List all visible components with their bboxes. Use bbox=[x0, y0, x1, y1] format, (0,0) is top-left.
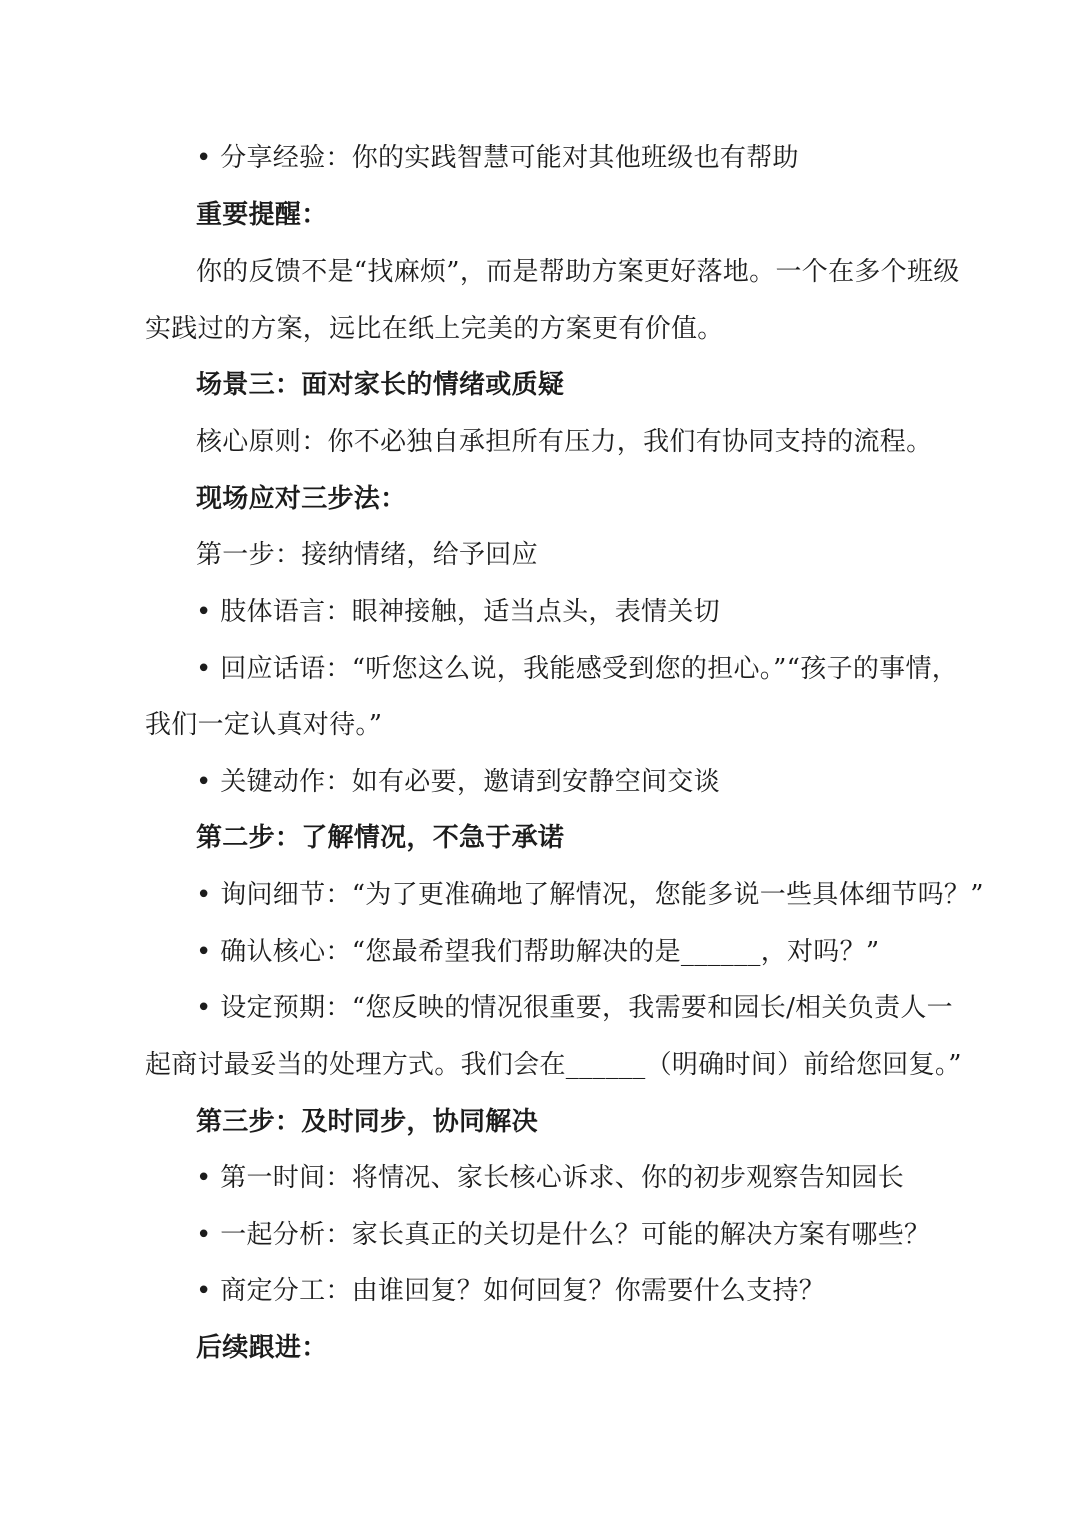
heading-step-two: 第二步：了解情况，不急于承诺 bbox=[196, 823, 565, 853]
heading-important-reminder: 重要提醒： bbox=[196, 200, 328, 230]
heading-scenario-three: 场景三：面对家长的情绪或质疑 bbox=[196, 370, 565, 400]
bullet-first-time: • 第一时间：将情况、家长核心诉求、你的初步观察告知园长 bbox=[196, 1163, 905, 1193]
bullet-agree-division: • 商定分工：由谁回复？如何回复？你需要什么支持？ bbox=[196, 1276, 826, 1306]
heading-three-step-method: 现场应对三步法： bbox=[196, 484, 407, 514]
bullet-analyze-together: • 一起分析：家长真正的关切是什么？可能的解决方案有哪些？ bbox=[196, 1220, 931, 1250]
bullet-key-action: • 关键动作：如有必要，邀请到安静空间交谈 bbox=[196, 767, 720, 797]
bullet-response-words-line-2: 我们一定认真对待。” bbox=[145, 710, 383, 740]
paragraph-feedback-line-1: 你的反馈不是“找麻烦”，而是帮助方案更好落地。一个在多个班级 bbox=[196, 257, 960, 287]
heading-follow-up: 后续跟进： bbox=[196, 1333, 328, 1363]
bullet-confirm-core: • 确认核心：“您最希望我们帮助解决的是______，对吗？” bbox=[196, 937, 880, 967]
paragraph-core-principle: 核心原则：你不必独自承担所有压力，我们有协同支持的流程。 bbox=[196, 427, 933, 457]
bullet-ask-details: • 询问细节：“为了更准确地了解情况，您能多说一些具体细节吗？” bbox=[196, 880, 984, 910]
heading-step-one: 第一步：接纳情绪，给予回应 bbox=[196, 540, 538, 570]
bullet-set-expectation-line-1: • 设定预期：“您反映的情况很重要，我需要和园长/相关负责人一 bbox=[196, 993, 953, 1023]
paragraph-feedback-line-2: 实践过的方案，远比在纸上完美的方案更有价值。 bbox=[145, 314, 724, 344]
bullet-set-expectation-line-2: 起商讨最妥当的处理方式。我们会在______（明确时间）前给您回复。” bbox=[145, 1050, 962, 1080]
bullet-body-language: • 肢体语言：眼神接触，适当点头，表情关切 bbox=[196, 597, 720, 627]
heading-step-three: 第三步：及时同步，协同解决 bbox=[196, 1107, 538, 1137]
bullet-share-experience: • 分享经验：你的实践智慧可能对其他班级也有帮助 bbox=[196, 143, 799, 173]
bullet-response-words-line-1: • 回应话语：“听您这么说，我能感受到您的担心。”“孩子的事情， bbox=[196, 654, 959, 684]
